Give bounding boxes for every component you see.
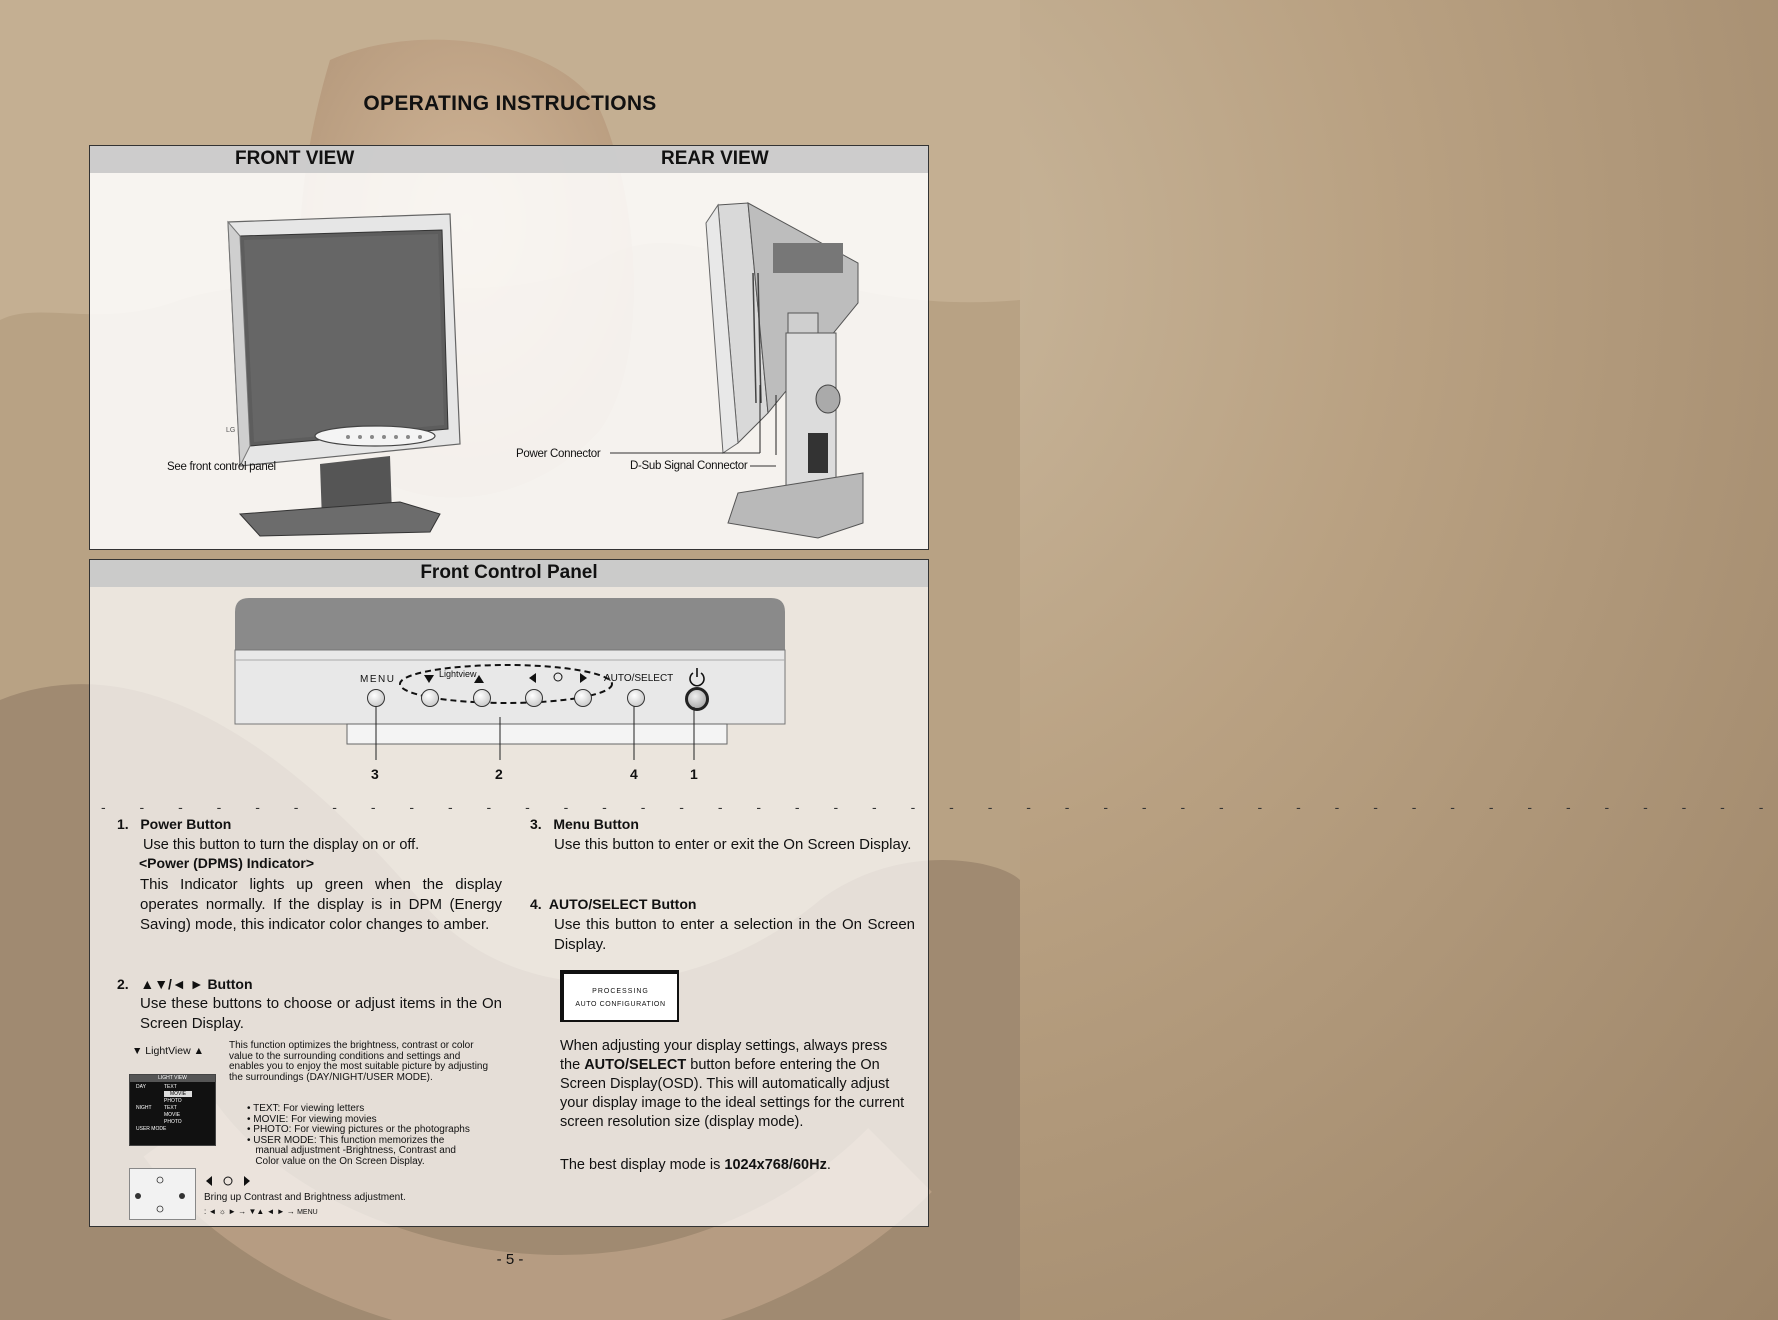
- control-panel-title: Front Control Panel: [420, 562, 598, 583]
- auto-config-osd: [560, 970, 679, 1022]
- callout-lines: [370, 705, 710, 765]
- osd-row: USER MODE: [136, 1126, 167, 1132]
- best-mode-period: .: [826, 1157, 831, 1173]
- front-panel-caption: See front control panel: [167, 461, 276, 473]
- page-title: OPERATING INSTRUCTIONS: [363, 92, 657, 115]
- menu-button-text: Use this button to enter or exit the On Screen Display.: [554, 836, 912, 853]
- best-display-mode: [560, 1157, 831, 1173]
- osd-row: NIGHT: [136, 1105, 152, 1111]
- power-connector-label: Power Connector: [516, 448, 601, 460]
- lg-brand-text: LG: [226, 427, 236, 434]
- osd-auto-configuration: AUTO CONFIGURATION: [575, 1001, 666, 1008]
- bullet-user-mode-2: manual adjustment -Brightness, Contrast and: [247, 1145, 456, 1156]
- osd-row: PHOTO: [164, 1119, 182, 1125]
- callout-3: 3: [371, 766, 379, 782]
- bullet-photo: • PHOTO: For viewing pictures or the photographs: [247, 1124, 470, 1135]
- callout-1: 1: [690, 766, 698, 782]
- dsub-connector-label: D-Sub Signal Connector: [630, 460, 748, 472]
- auto-select-note: [560, 1037, 905, 1132]
- views-header: [90, 146, 928, 173]
- dashed-divider: - - - - - - - - - - - - - - - - - - - - - - - - - - - - - - - - - - - - - - - - - - - -: [101, 799, 1778, 815]
- best-mode-value: 1024x768/60Hz: [724, 1157, 827, 1173]
- osd-row: TEXT: [164, 1105, 177, 1111]
- views-panel: [89, 145, 929, 550]
- adjust-sequence-arrows: : ◄ ☼ ► → ▼▲ ◄ ► →: [204, 1207, 298, 1216]
- power-button-heading: 1. Power Button: [117, 816, 232, 832]
- brightness-osd: [129, 1168, 196, 1220]
- osd-row: TEXT: [164, 1084, 177, 1090]
- osd-row: DAY: [136, 1084, 146, 1090]
- note-text-b: button before entering the On Screen Display(OSD). This will automatically adjust your display image to the ideal settings for the current screen resolution size (display mode).: [560, 1057, 905, 1130]
- callout-4: 4: [630, 766, 638, 782]
- lightview-label: Lightview: [439, 669, 477, 679]
- page-number: - 5 -: [496, 1251, 524, 1268]
- front-view-title: FRONT VIEW: [235, 148, 355, 169]
- arrow-buttons-heading: 2. ▲▼/◄ ► Button: [117, 976, 253, 992]
- note-bold: AUTO/SELECT: [584, 1057, 687, 1073]
- adjust-sequence: [204, 1207, 318, 1216]
- adjust-sequence-menu: MENU: [297, 1209, 318, 1216]
- rear-view-title: REAR VIEW: [661, 148, 769, 169]
- lightview-bullets: [247, 1104, 507, 1167]
- power-indicator-heading: <Power (DPMS) Indicator>: [139, 855, 315, 871]
- front-monitor-illustration: [200, 214, 460, 544]
- osd-row: MOVIE: [164, 1112, 181, 1118]
- bullet-movie: • MOVIE: For viewing movies: [247, 1113, 377, 1125]
- power-button-text: Use this button to turn the display on or off.: [143, 837, 420, 853]
- lightview-tag: ▼ LightView ▲: [132, 1045, 204, 1057]
- menu-button-heading: 3. Menu Button: [530, 816, 639, 832]
- bullet-user-mode-3: Color value on the On Screen Display.: [247, 1155, 425, 1167]
- brightness-contrast-icons: [130, 1169, 195, 1219]
- osd-row: PHOTO: [164, 1098, 182, 1104]
- power-connector-leader: [610, 446, 770, 458]
- bullet-user-mode: • USER MODE: This function memorizes the: [247, 1134, 445, 1146]
- lightview-osd-title: LIGHT VIEW: [130, 1075, 215, 1082]
- brightness-arrows: [204, 1173, 254, 1189]
- lightview-osd: [129, 1074, 216, 1146]
- callout-2: 2: [495, 766, 503, 782]
- auto-select-text: Use this button to enter a selection in the On Screen Display.: [554, 916, 915, 953]
- rear-monitor-illustration: [678, 203, 868, 543]
- lightview-description: This function optimizes the brightness, contrast or color value to the surrounding conditions and settings and enables you to enjoy the most suitable picture by adjusting the surroundings (DAY/NIGHT/USER MODE).: [229, 1040, 489, 1083]
- note-text-a: When adjusting your display settings, always press the: [560, 1038, 888, 1073]
- control-panel-header: [90, 560, 928, 587]
- osd-processing: PROCESSING: [592, 988, 649, 995]
- adjust-description: Bring up Contrast and Brightness adjustment.: [204, 1192, 406, 1203]
- auto-select-label: AUTO/SELECT: [604, 673, 674, 684]
- arrow-buttons-text: Use these buttons to choose or adjust items in the On Screen Display.: [140, 995, 502, 1032]
- auto-select-heading: 4. AUTO/SELECT Button: [530, 896, 697, 912]
- power-indicator-text: This Indicator lights up green when the display operates normally. If the display is in DPM (Energy Saving) mode, this indicator color changes to amber.: [140, 876, 502, 933]
- dsub-connector-leader: [750, 458, 780, 472]
- best-mode-text: The best display mode is: [560, 1157, 725, 1173]
- osd-row: MOVIE: [164, 1091, 192, 1097]
- bullet-text: • TEXT: For viewing letters: [247, 1103, 365, 1114]
- menu-button-label: MENU: [360, 674, 396, 685]
